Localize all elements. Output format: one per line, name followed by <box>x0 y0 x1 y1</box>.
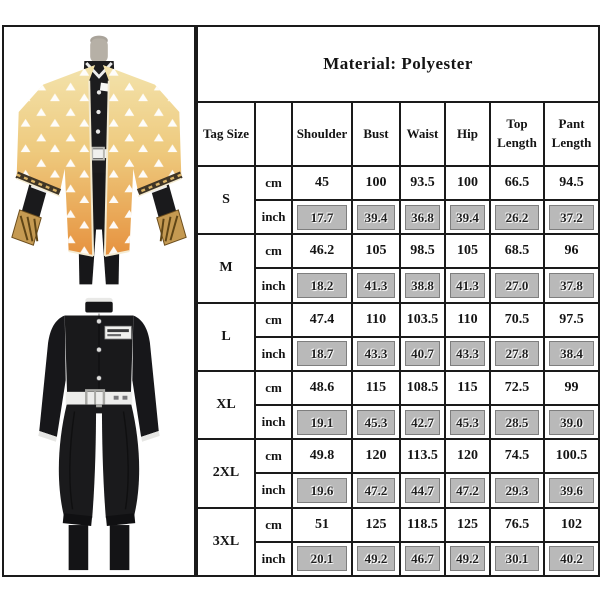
col-header-shoulder: Shoulder <box>292 102 352 166</box>
inch-value: 40.2 <box>549 546 594 571</box>
inch-value-cell <box>445 542 490 576</box>
inch-value: 47.2 <box>450 478 485 503</box>
cm-value: 45 <box>292 166 352 200</box>
mannequin-neck <box>90 36 108 63</box>
column-header-row <box>197 102 599 166</box>
col-header-unit <box>255 102 292 166</box>
unit-label-inch: inch <box>255 268 292 302</box>
cm-value: 66.5 <box>490 166 544 200</box>
size-chart-panel <box>196 25 596 577</box>
cm-value: 94.5 <box>544 166 599 200</box>
cm-value: 93.5 <box>400 166 445 200</box>
size-row-inch <box>197 405 599 439</box>
cm-value: 68.5 <box>490 234 544 268</box>
inch-value: 29.3 <box>495 478 539 503</box>
inch-value-cell <box>445 405 490 439</box>
uniform-belt <box>66 390 133 406</box>
inch-value-cell <box>544 473 599 507</box>
size-label: L <box>197 303 255 371</box>
cm-value: 105 <box>352 234 400 268</box>
unit-label-inch: inch <box>255 200 292 234</box>
inch-value-cell <box>292 473 352 507</box>
cm-value: 125 <box>445 508 490 542</box>
outer-frame <box>2 25 596 577</box>
inch-value: 39.4 <box>357 205 395 230</box>
unit-label-inch: inch <box>255 542 292 576</box>
size-row-inch <box>197 542 599 576</box>
col-header-hip: Hip <box>445 102 490 166</box>
cm-value: 48.6 <box>292 371 352 405</box>
inch-value: 39.4 <box>450 205 485 230</box>
inch-value-cell <box>400 337 445 371</box>
inch-value-cell <box>490 542 544 576</box>
inch-value-cell <box>544 337 599 371</box>
inch-value-cell <box>544 268 599 302</box>
cm-value: 100 <box>352 166 400 200</box>
uniform-jacket <box>38 313 159 441</box>
cm-value: 74.5 <box>490 439 544 473</box>
inch-value: 42.7 <box>405 410 440 435</box>
size-row-cm <box>197 303 599 337</box>
unit-label-inch: inch <box>255 405 292 439</box>
size-row-cm <box>197 439 599 473</box>
cm-value: 99 <box>544 371 599 405</box>
cm-value: 72.5 <box>490 371 544 405</box>
col-header-bust: Bust <box>352 102 400 166</box>
cm-value: 97.5 <box>544 303 599 337</box>
cm-value: 49.8 <box>292 439 352 473</box>
unit-label-inch: inch <box>255 337 292 371</box>
cm-value: 100.5 <box>544 439 599 473</box>
cm-value: 115 <box>445 371 490 405</box>
cm-value: 70.5 <box>490 303 544 337</box>
cm-value: 120 <box>352 439 400 473</box>
inch-value-cell <box>400 542 445 576</box>
cm-value: 46.2 <box>292 234 352 268</box>
inch-value: 45.3 <box>450 410 485 435</box>
unit-label-cm: cm <box>255 234 292 268</box>
inch-value: 39.6 <box>549 478 594 503</box>
haori-costume-photo <box>4 27 194 291</box>
inch-value-cell <box>400 200 445 234</box>
inch-value: 45.3 <box>357 410 395 435</box>
size-row-inch <box>197 337 599 371</box>
inch-value-cell <box>445 200 490 234</box>
size-chart-table <box>196 25 600 577</box>
inch-value: 17.7 <box>297 205 347 230</box>
col-header-tag-size: Tag Size <box>197 102 255 166</box>
inch-value-cell <box>445 268 490 302</box>
inch-value-cell <box>544 405 599 439</box>
inch-value: 39.0 <box>549 410 594 435</box>
inch-value-cell <box>400 473 445 507</box>
inch-value-cell <box>400 268 445 302</box>
inch-value-cell <box>292 337 352 371</box>
unit-label-cm: cm <box>255 303 292 337</box>
cm-value: 115 <box>352 371 400 405</box>
cm-value: 76.5 <box>490 508 544 542</box>
cm-value: 125 <box>352 508 400 542</box>
inch-value: 41.3 <box>357 273 395 298</box>
inch-value: 36.8 <box>405 205 440 230</box>
cm-value: 51 <box>292 508 352 542</box>
cm-value: 98.5 <box>400 234 445 268</box>
size-label: S <box>197 166 255 234</box>
unit-label-inch: inch <box>255 473 292 507</box>
inch-value-cell <box>445 337 490 371</box>
inch-value: 44.7 <box>405 478 440 503</box>
inch-value-cell <box>445 473 490 507</box>
cm-value: 113.5 <box>400 439 445 473</box>
black-uniform-photo <box>4 291 194 573</box>
inch-value: 27.0 <box>495 273 539 298</box>
cm-value: 96 <box>544 234 599 268</box>
inch-value: 43.3 <box>357 341 395 366</box>
inch-value: 18.2 <box>297 273 347 298</box>
unit-label-cm: cm <box>255 371 292 405</box>
inch-value: 41.3 <box>450 273 485 298</box>
uniform-pants <box>59 405 139 571</box>
inch-value: 30.1 <box>495 546 539 571</box>
inch-value-cell <box>352 268 400 302</box>
cm-value: 47.4 <box>292 303 352 337</box>
col-header-top-length: Top Length <box>490 102 544 166</box>
material-row <box>197 26 599 102</box>
inch-value: 20.1 <box>297 546 347 571</box>
inch-value-cell <box>490 405 544 439</box>
inch-value: 19.6 <box>297 478 347 503</box>
inch-value: 37.8 <box>549 273 594 298</box>
inch-value: 38.4 <box>549 341 594 366</box>
inch-value-cell <box>352 200 400 234</box>
size-row-cm <box>197 508 599 542</box>
inch-value-cell <box>490 268 544 302</box>
inch-value: 37.2 <box>549 205 594 230</box>
cm-value: 100 <box>445 166 490 200</box>
inch-value-cell <box>490 337 544 371</box>
inch-value: 43.3 <box>450 341 485 366</box>
inch-value: 38.8 <box>405 273 440 298</box>
inch-value: 19.1 <box>297 410 347 435</box>
cm-value: 120 <box>445 439 490 473</box>
inch-value: 26.2 <box>495 205 539 230</box>
unit-label-cm: cm <box>255 166 292 200</box>
inch-value-cell <box>292 405 352 439</box>
size-label: XL <box>197 371 255 439</box>
inch-value-cell <box>544 200 599 234</box>
inch-value-cell <box>352 473 400 507</box>
inch-value-cell <box>490 473 544 507</box>
inch-value: 27.8 <box>495 341 539 366</box>
inch-value-cell <box>352 542 400 576</box>
cm-value: 105 <box>445 234 490 268</box>
inch-value-cell <box>544 542 599 576</box>
cm-value: 110 <box>352 303 400 337</box>
size-row-cm <box>197 166 599 200</box>
inch-value-cell <box>400 405 445 439</box>
cm-value: 118.5 <box>400 508 445 542</box>
cm-value: 103.5 <box>400 303 445 337</box>
size-label: 3XL <box>197 508 255 576</box>
inch-value: 28.5 <box>495 410 539 435</box>
size-row-inch <box>197 268 599 302</box>
inch-value: 49.2 <box>450 546 485 571</box>
col-header-waist: Waist <box>400 102 445 166</box>
cm-value: 108.5 <box>400 371 445 405</box>
uniform-collar <box>85 298 112 313</box>
inch-value-cell <box>352 337 400 371</box>
material-header: Material: Polyester <box>197 26 599 102</box>
col-header-pant-length: Pant Length <box>544 102 599 166</box>
inch-value: 40.7 <box>405 341 440 366</box>
size-row-cm <box>197 371 599 405</box>
unit-label-cm: cm <box>255 508 292 542</box>
cm-value: 102 <box>544 508 599 542</box>
size-row-inch <box>197 473 599 507</box>
inch-value-cell <box>292 542 352 576</box>
inch-value: 46.7 <box>405 546 440 571</box>
unit-label-cm: cm <box>255 439 292 473</box>
size-row-cm <box>197 234 599 268</box>
product-photos-panel <box>2 25 196 577</box>
size-label: M <box>197 234 255 302</box>
inch-value: 18.7 <box>297 341 347 366</box>
inch-value-cell <box>490 200 544 234</box>
size-row-inch <box>197 200 599 234</box>
inch-value-cell <box>292 200 352 234</box>
inch-value: 49.2 <box>357 546 395 571</box>
size-label: 2XL <box>197 439 255 507</box>
inch-value-cell <box>292 268 352 302</box>
cm-value: 110 <box>445 303 490 337</box>
inch-value: 47.2 <box>357 478 395 503</box>
inch-value-cell <box>352 405 400 439</box>
